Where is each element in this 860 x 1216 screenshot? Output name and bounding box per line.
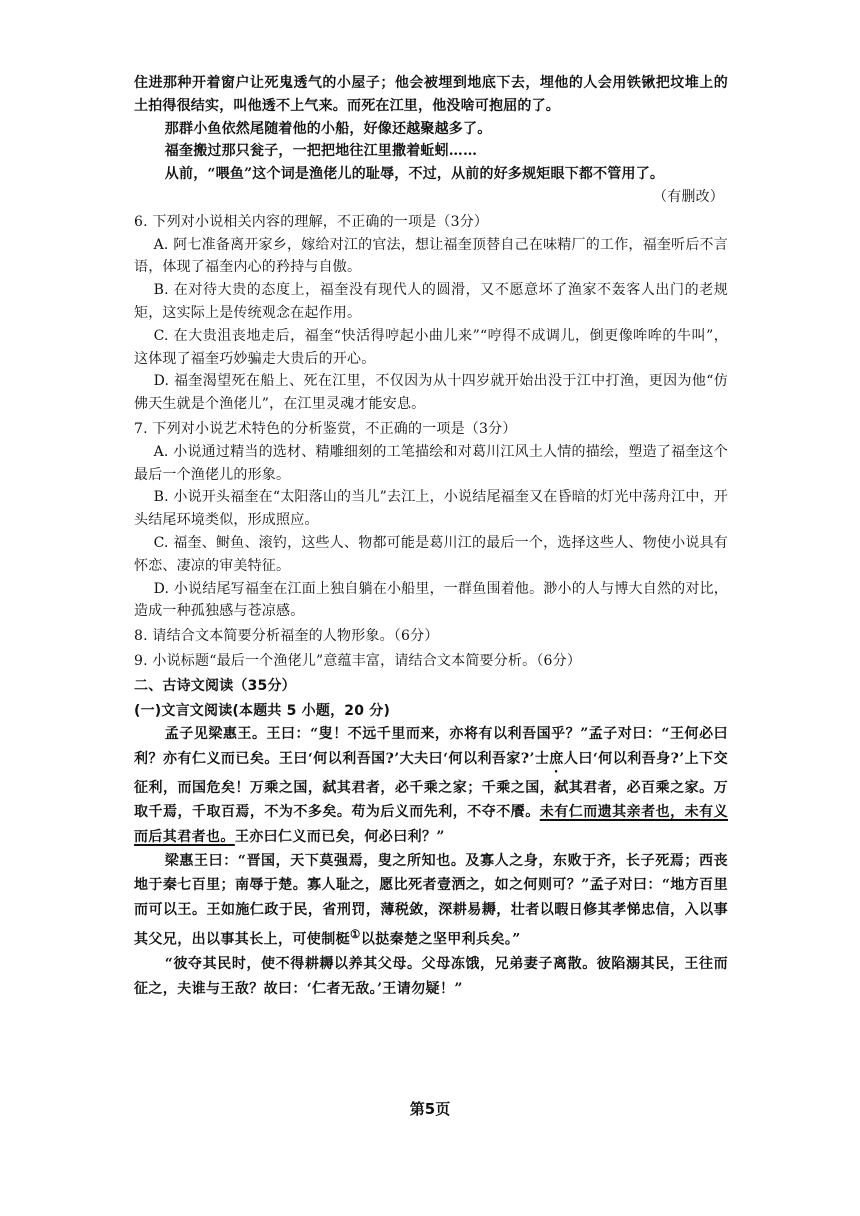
story-paragraph-3: 福奎搬过那只瓮子，一把把地往江里撒着蚯蚓…… [164, 143, 478, 160]
emphasis-dotted-char: 庶 [549, 750, 564, 767]
edit-note: （有删改） [653, 188, 724, 205]
question-6-option-c: C. 在大贵沮丧地走后，福奎“快活得哼起小曲儿来”“哼得不成调儿，倒更像哞哞的牛叫”，这体现了福奎巧妙骗走大贵后的开心。 [134, 327, 728, 367]
underlined-sentence: 未有仁而遗其亲者也，未有义而后其君者也。 [134, 804, 728, 845]
question-7-option-b: B. 小说开头福奎在“太阳落山的当儿”去江上，小说结尾福奎又在昏暗的灯光中荡舟江中，开头结尾环境类似，形成照应。 [134, 489, 728, 529]
classical-passage [134, 722, 728, 1001]
story-paragraph-2: 那群小鱼依然尾随着他的小船，好像还越聚越多了。 [164, 120, 492, 137]
question-6-option-d: D. 福奎渴望死在船上、死在江里，不仅因为从十四岁就开始出没于江中打渔，更因为他“仿佛天生就是个渔佬儿”，在江里灵魂才能安息。 [134, 373, 728, 413]
section-heading: 二、古诗文阅读（35分） [134, 677, 296, 694]
page-number: 第5页 [409, 1100, 451, 1118]
question-6-option-a: A. 阿七准备离开家乡，嫁给对江的官法，想让福奎顶替自己在味精厂的工作，福奎听后不言语，体现了福奎内心的矜持与自傲。 [134, 236, 728, 276]
question-7 [134, 418, 728, 623]
classical-text: 梁惠王曰：“晋国，天下莫强焉，叟之所知也。及寡人之身，东败于齐，长子死焉；西丧地于秦七百里；南辱于楚。寡人耻之，愿比死者壹洒之，如之何则可？”孟子对曰：“地方百里而可以王。王如施仁政于民，省刑罚，薄税敛，深耕易耨，壮者以暇日修其孝悌忠信，入以事其父兄，出以事其长上，可使制梃 [134, 852, 728, 948]
question-6 [134, 211, 728, 416]
story-paragraph-4: 从前，“喂鱼”这个词是渔佬儿的耻辱，不过，从前的好多规矩眼下都不管用了。 [164, 166, 665, 183]
classical-text: 孟子见梁惠王。王曰：“叟！不远千里而来，亦将有以利吾国乎？”孟子对曰：“王何必曰利？亦有仁义而已矣。王曰‘何以利吾国?’大夫曰‘何以利吾家?’士 [134, 726, 728, 767]
question-8: 8. 请结合文本简要分析福奎的人物形象。（6分） [134, 628, 439, 645]
question-7-option-c: C. 福奎、鲥鱼、滚钓，这些人、物都可能是葛川江的最后一个，选择这些人、物使小说具有怀恋、凄凉的审美特征。 [134, 534, 728, 574]
story-excerpt [134, 72, 728, 209]
classical-text: 人曰‘何以利吾身?’上下交征利，而国危矣！万乘之国，弑其君者，必千乘之家；千乘之国，弑其君者，必百乘之家。万取千焉，千取百焉，不为不多矣。苟为后义而先利，不夺不餍。 [134, 750, 729, 821]
classical-text: 王亦曰仁义而已矣，何必曰利？” [234, 828, 445, 845]
classical-text: 以挞秦楚之坚甲利兵矣。” [360, 931, 521, 948]
question-7-option-a: A. 小说通过精当的选材、精雕细刻的工笔描绘和对葛川江风土人情的描绘，塑造了福奎这个最后一个渔佬儿的形象。 [134, 443, 728, 483]
footnote-marker: ① [350, 927, 361, 942]
subsection-heading: (一)文言文阅读(本题共 5 小题，20 分) [134, 702, 391, 719]
classical-paragraph-3: “彼夺其民时，使不得耕耨以养其父母。父母冻饿，兄弟妻子离散。彼陷溺其民，王往而征之，夫谁与王敌？故曰：‘仁者无敌。’王请勿疑！” [134, 956, 728, 997]
question-6-stem: 6. 下列对小说相关内容的理解，不正确的一项是（3分） [134, 213, 489, 230]
question-9: 9. 小说标题“最后一个渔佬儿”意蕴丰富，请结合文本简要分析。（6分） [134, 652, 582, 669]
classical-paragraph-1 [134, 722, 728, 849]
question-7-stem: 7. 下列对小说艺术特色的分析鉴赏，不正确的一项是（3分） [134, 420, 517, 437]
question-6-option-b: B. 在对待大贵的态度上，福奎没有现代人的圆滑，又不愿意坏了渔家不轰客人出门的老规矩，这实际上是传统观念在起作用。 [134, 282, 728, 321]
question-7-option-d: D. 小说结尾写福奎在江面上独自躺在小船里，一群鱼围着他。渺小的人与博大自然的对比，造成一种孤独感与苍凉感。 [134, 580, 728, 620]
classical-paragraph-2 [134, 849, 728, 952]
story-paragraph-1: 住进那种开着窗户让死鬼透气的小屋子；他会被埋到地底下去，埋他的人会用铁锹把坟堆上的土拍得很结实，叫他透不上气来。而死在江里，他没啥可抱屈的了。 [134, 75, 728, 114]
